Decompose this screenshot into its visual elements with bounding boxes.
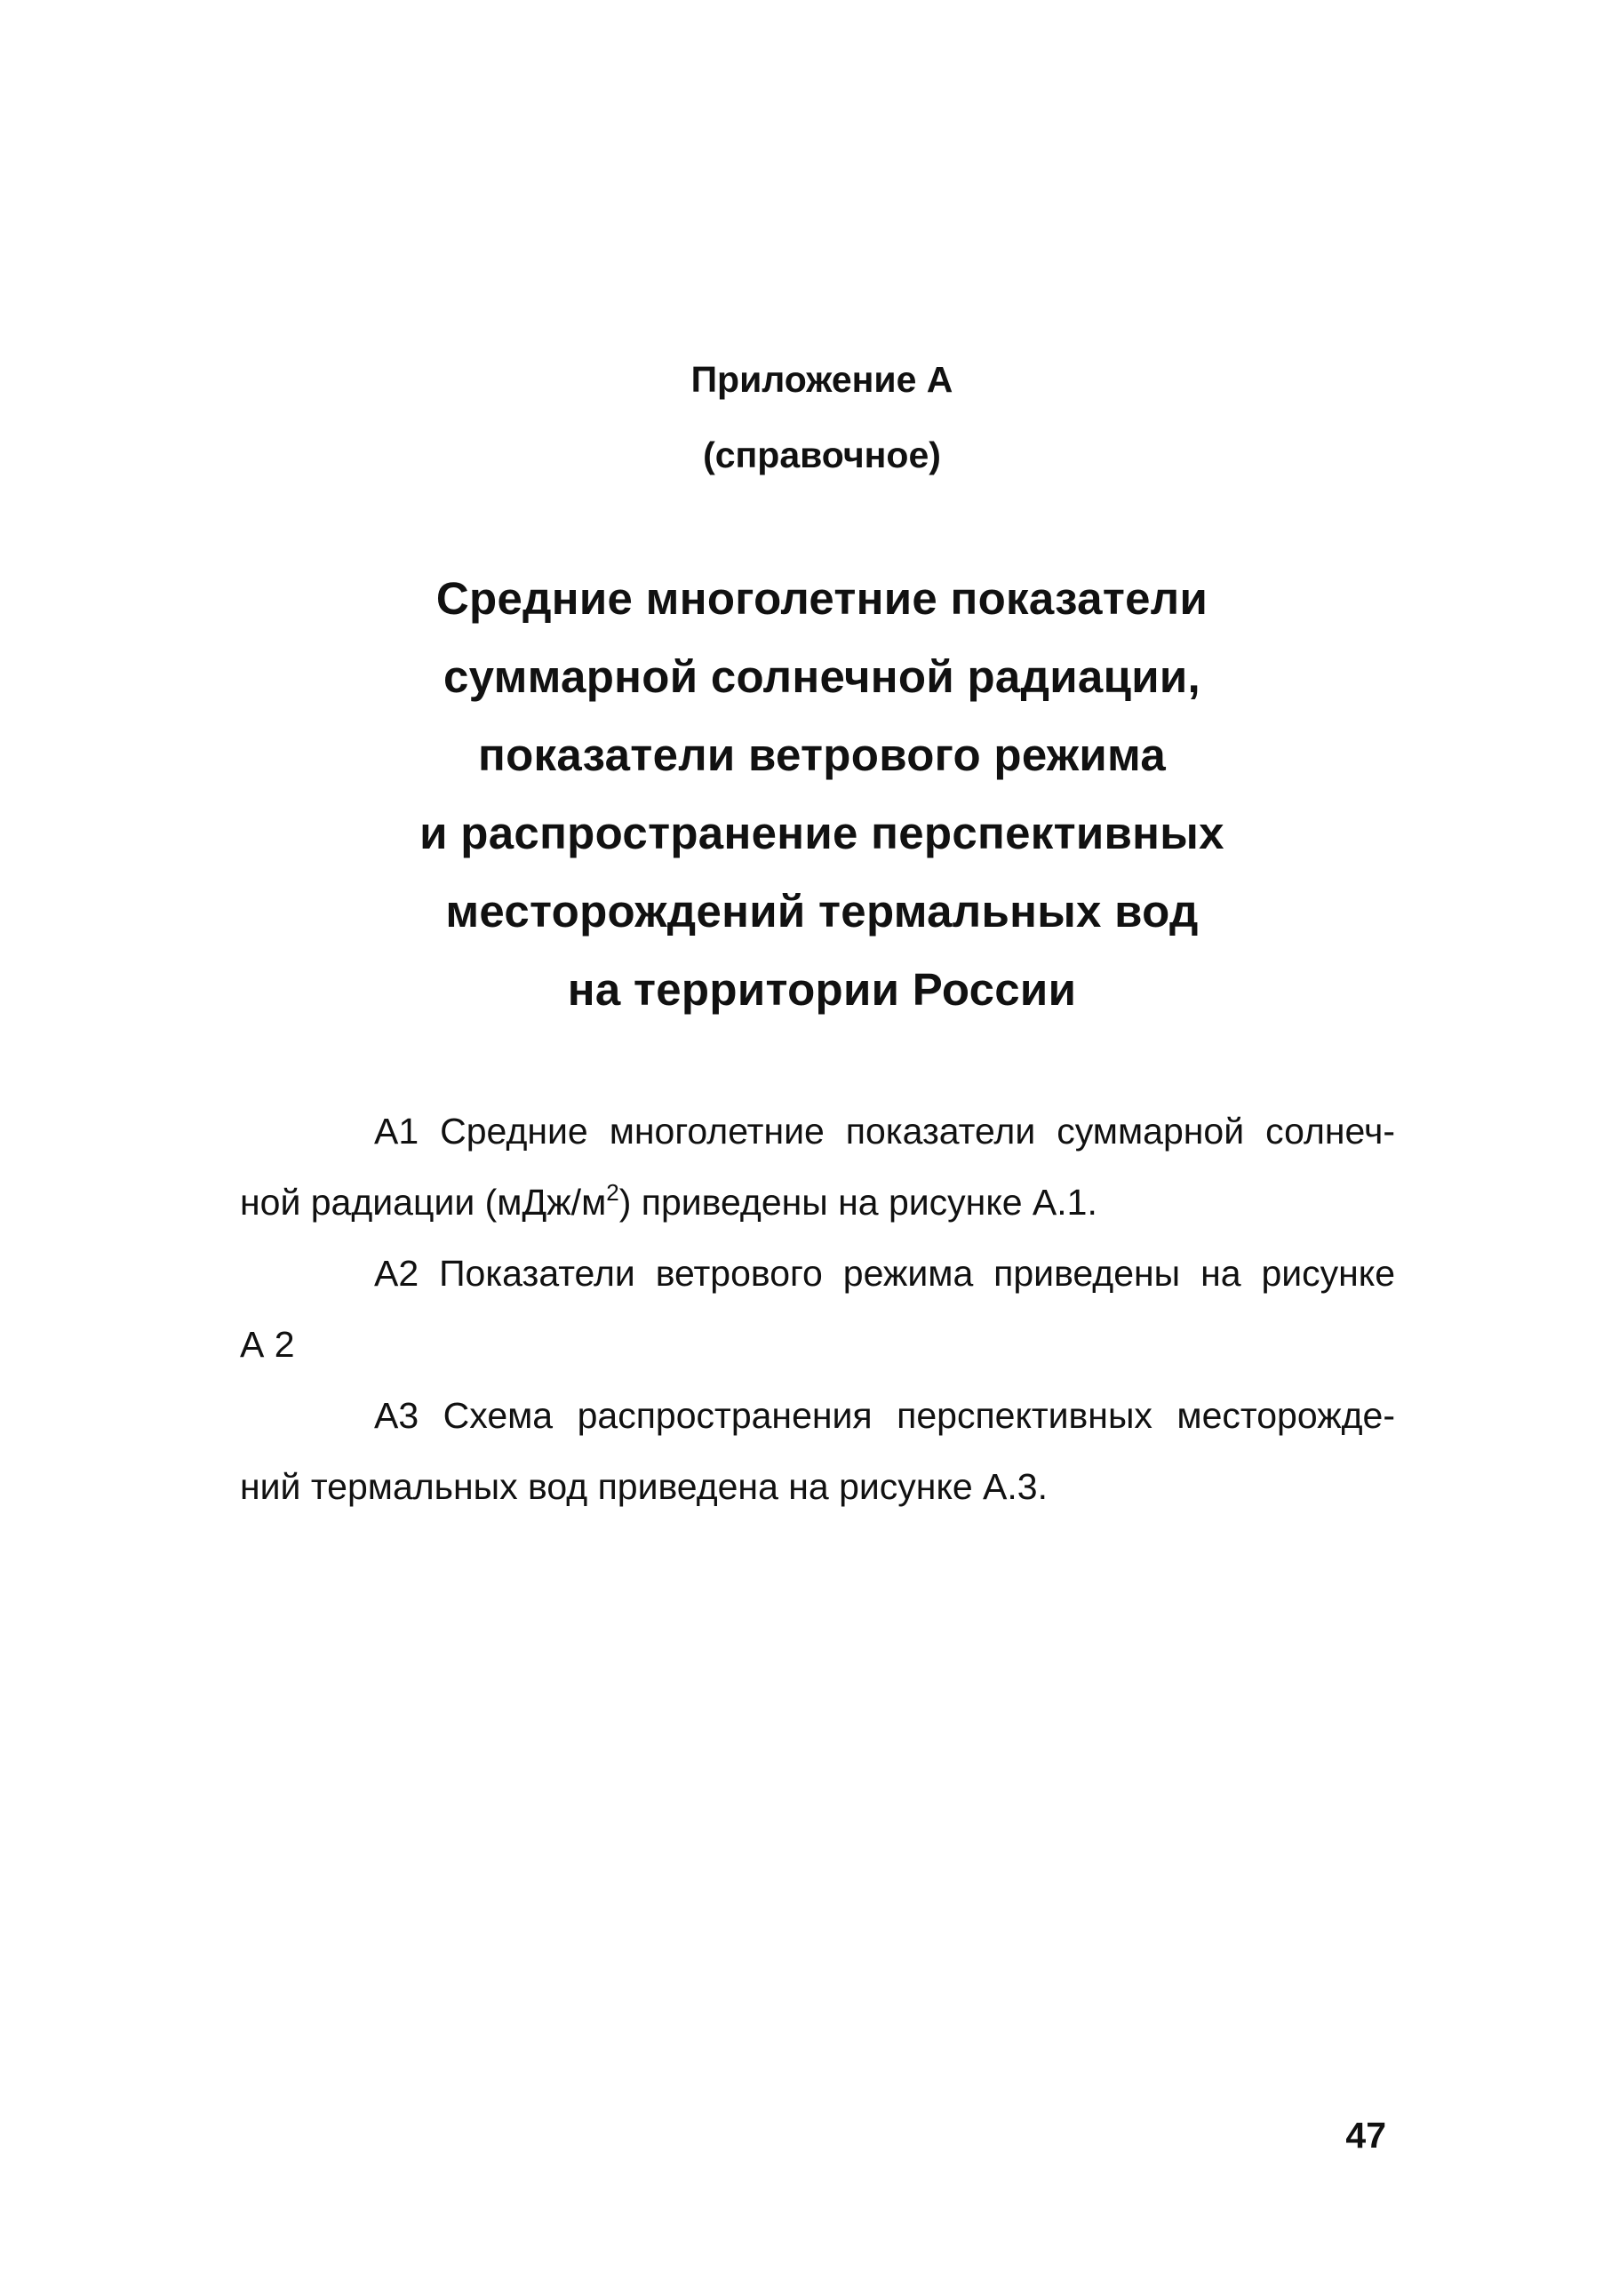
paragraph-a2-line-1: А2 Показатели ветрового режима приведены на рисунке bbox=[374, 1253, 1395, 1294]
body-text bbox=[240, 1096, 1395, 1522]
title-line: месторождений термальных вод bbox=[445, 886, 1199, 937]
main-title bbox=[0, 560, 1619, 1029]
appendix-label: Приложение А bbox=[690, 359, 953, 400]
title-line: на территории России bbox=[567, 964, 1077, 1015]
paragraph-a1-text: ной радиации (мДж/м bbox=[240, 1182, 607, 1223]
paragraph-a1-text-end: ) приведены на рисунке А.1. bbox=[618, 1182, 1097, 1223]
appendix-header bbox=[0, 342, 1619, 493]
paragraph-a1-line-1: А1 Средние многолетние показатели суммарной солнеч- bbox=[374, 1111, 1395, 1152]
paragraph-a2-line-2: А 2 bbox=[240, 1324, 295, 1365]
title-line: суммарной солнечной радиации, bbox=[443, 651, 1200, 702]
paragraph-a3-line-2: ний термальных вод приведена на рисунке А.3. bbox=[240, 1466, 1048, 1507]
title-line: и распространение перспективных bbox=[419, 808, 1224, 858]
appendix-type: (справочное) bbox=[703, 434, 941, 475]
title-line: Средние многолетние показатели bbox=[435, 573, 1208, 624]
superscript: 2 bbox=[606, 1179, 619, 1206]
paragraph-a1-line-2 bbox=[240, 1167, 1395, 1238]
title-line: показатели ветрового режима bbox=[477, 729, 1167, 780]
page-number: 47 bbox=[1345, 2115, 1386, 2156]
paragraph-a3-line-1: А3 Схема распространения перспективных месторожде- bbox=[374, 1395, 1395, 1436]
